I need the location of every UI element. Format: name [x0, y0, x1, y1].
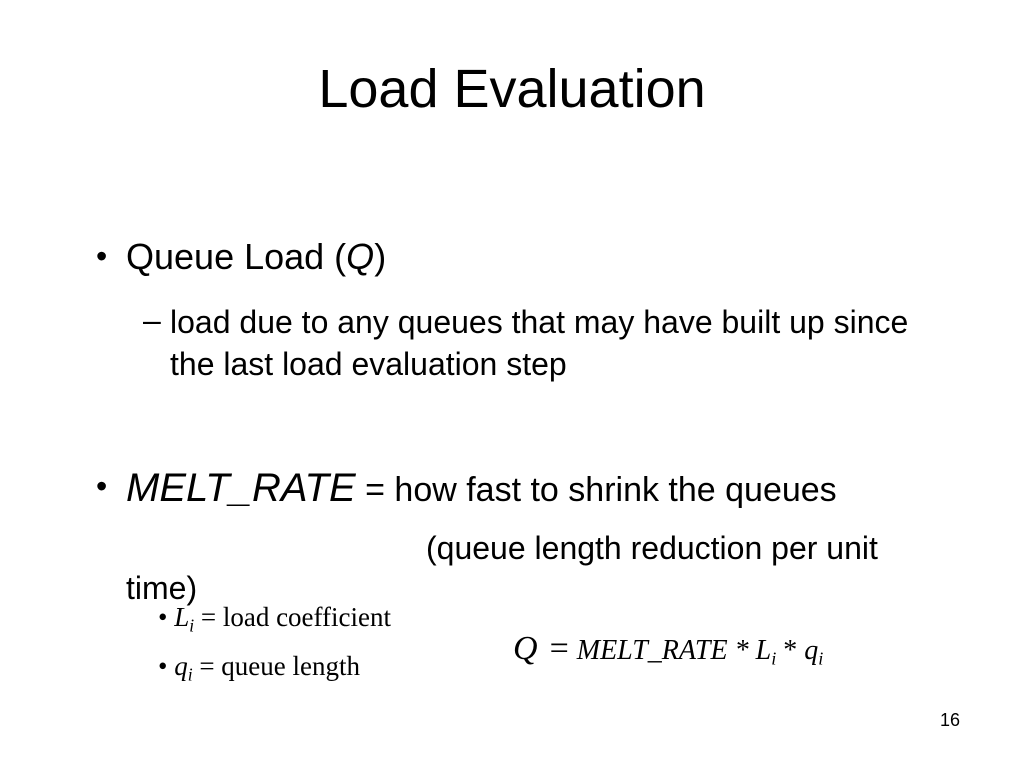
formula-mid: *: [776, 635, 805, 666]
formula-equals: =: [549, 630, 569, 667]
definition-symbol: L: [174, 602, 190, 632]
sub-bullet-dash: –: [143, 302, 161, 338]
definition-item: [158, 652, 360, 685]
melt-rate-formula: [513, 630, 823, 668]
page-number: 16: [940, 710, 961, 730]
bullet-marker: •: [96, 238, 108, 274]
formula-rhs-prefix: MELT_RATE *: [576, 635, 756, 666]
melt-rate-note-line2: time): [126, 570, 198, 606]
bullet-queue-load-label: Queue Load (: [126, 236, 347, 277]
slide-title: Load Evaluation: [318, 59, 706, 119]
bullet-melt-rate: [126, 466, 837, 510]
formula-var-l: L: [755, 635, 772, 666]
bullet-marker: •: [96, 468, 108, 504]
definition-item: [158, 603, 391, 636]
melt-rate-note-line1: (queue length reduction per unit: [426, 530, 878, 566]
sub-bullet-queue-load-description: load due to any queues that may have built up since the last load evaluation step: [170, 304, 909, 382]
queue-load-symbol: Q: [346, 236, 375, 277]
bullet-queue-load: [126, 237, 386, 277]
bullet-marker: •: [158, 602, 168, 632]
definition-symbol: q: [174, 651, 188, 681]
formula-var-q-subscript: i: [818, 648, 824, 669]
bullet-queue-load-close: ): [374, 236, 387, 277]
bullet-marker: •: [158, 651, 168, 681]
definition-subscript: i: [189, 615, 195, 636]
melt-rate-definition: = how fast to shrink the queues: [355, 471, 837, 509]
formula-lhs: Q: [513, 630, 538, 667]
formula-var-q: q: [804, 635, 819, 666]
definition-text: = load coefficient: [194, 602, 392, 632]
definition-text: = queue length: [192, 651, 361, 681]
melt-rate-term: MELT_RATE: [126, 466, 356, 510]
formula-var-l-subscript: i: [771, 648, 777, 669]
definition-subscript: i: [187, 664, 193, 685]
